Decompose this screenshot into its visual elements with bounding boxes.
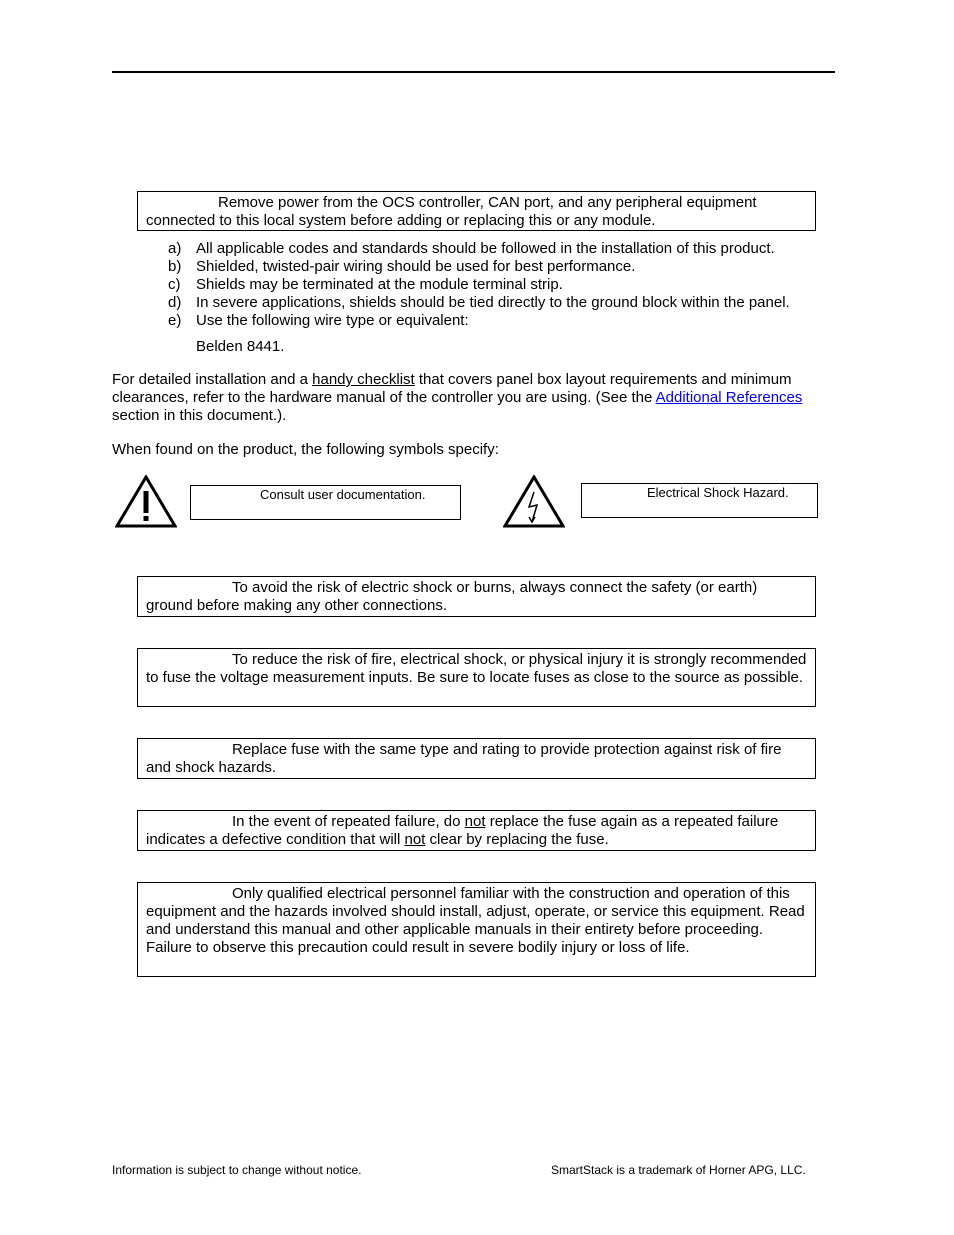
repeated-failure-warning-box xyxy=(137,810,816,851)
install-text-3: section in this document.). xyxy=(112,407,287,424)
repeated-failure-text-1: In the event of repeated failure, do xyxy=(232,813,465,830)
consult-documentation-text: Consult user documentation. xyxy=(260,487,426,502)
install-text-2: that covers panel box layout requirements and minimum clearances, refer to the hardware manual of the controller you are using. (See the xyxy=(112,371,792,406)
list-item-text: All applicable codes and standards should be followed in the installation of this product. xyxy=(196,240,775,257)
symbols-intro: When found on the product, the following symbols specify: xyxy=(112,441,499,458)
list-item xyxy=(168,258,790,276)
footer-right: SmartStack is a trademark of Horner APG, LLC. xyxy=(551,1163,806,1177)
list-item-text: In severe applications, shields should be tied directly to the ground block within the panel. xyxy=(196,294,790,311)
shock-hazard-text: Electrical Shock Hazard. xyxy=(647,485,789,500)
additional-references-link[interactable]: Additional References xyxy=(655,389,803,406)
footer-left: Information is subject to change without notice. xyxy=(112,1163,362,1177)
list-item xyxy=(168,240,790,258)
shock-hazard-box xyxy=(581,483,818,518)
list-item-label: c) xyxy=(168,276,181,293)
list-item-text: Shielded, twisted-pair wiring should be used for best performance. xyxy=(196,258,636,275)
repeated-failure-text-2: replace the fuse again as a repeated failure indicates a defective condition that will xyxy=(146,813,779,848)
list-item-label: e) xyxy=(168,312,182,329)
qualified-personnel-warning-text: Only qualified electrical personnel familiar with the construction and operation of this equipment and the hazards involved should install, adjust, operate, or service this equipment. Read and understand this manual and other applicable manuals in their entirety before proceeding. Failure to observe this precaution could result in severe bodily injury or loss of life. xyxy=(146,885,805,956)
ground-warning-box xyxy=(137,576,816,617)
header-rule xyxy=(112,71,835,73)
wire-type: Belden 8441. xyxy=(196,338,285,355)
replace-fuse-warning-text: Replace fuse with the same type and rating to provide protection against risk of fire and shock hazards. xyxy=(146,741,782,776)
list-item xyxy=(168,294,790,312)
power-warning-text: Remove power from the OCS controller, CAN port, and any peripheral equipment connected to this local system before adding or replacing this or any module. xyxy=(146,194,757,229)
consult-documentation-box xyxy=(190,485,461,520)
install-paragraph xyxy=(112,371,842,425)
ground-warning-text: To avoid the risk of electric shock or burns, always connect the safety (or earth) ground before making any other connections. xyxy=(146,579,758,614)
list-item-text: Shields may be terminated at the module terminal strip. xyxy=(196,276,563,293)
power-warning-box xyxy=(137,191,816,231)
shock-hazard-icon xyxy=(503,475,565,528)
emphasis-not: not xyxy=(464,813,486,830)
list-item-text: Use the following wire type or equivalent: xyxy=(196,312,469,329)
emphasis-not: not xyxy=(404,831,426,848)
handy-checklist-text: handy checklist xyxy=(312,371,415,388)
caution-triangle-icon xyxy=(115,475,177,528)
list-item xyxy=(168,312,790,330)
list-item xyxy=(168,276,790,294)
install-text-1: For detailed installation and a xyxy=(112,371,313,388)
list-item-label: d) xyxy=(168,294,182,311)
qualified-personnel-warning-box xyxy=(137,882,816,977)
fuse-inputs-warning-text: To reduce the risk of fire, electrical shock, or physical injury it is strongly recommended to fuse the voltage measurement inputs. Be sure to locate fuses as close to the source as possible. xyxy=(146,651,807,686)
list-item-label: b) xyxy=(168,258,182,275)
fuse-inputs-warning-box xyxy=(137,648,816,707)
repeated-failure-text-3: clear by replacing the fuse. xyxy=(425,831,609,848)
wiring-list xyxy=(168,240,790,330)
replace-fuse-warning-box xyxy=(137,738,816,779)
list-item-label: a) xyxy=(168,240,182,257)
